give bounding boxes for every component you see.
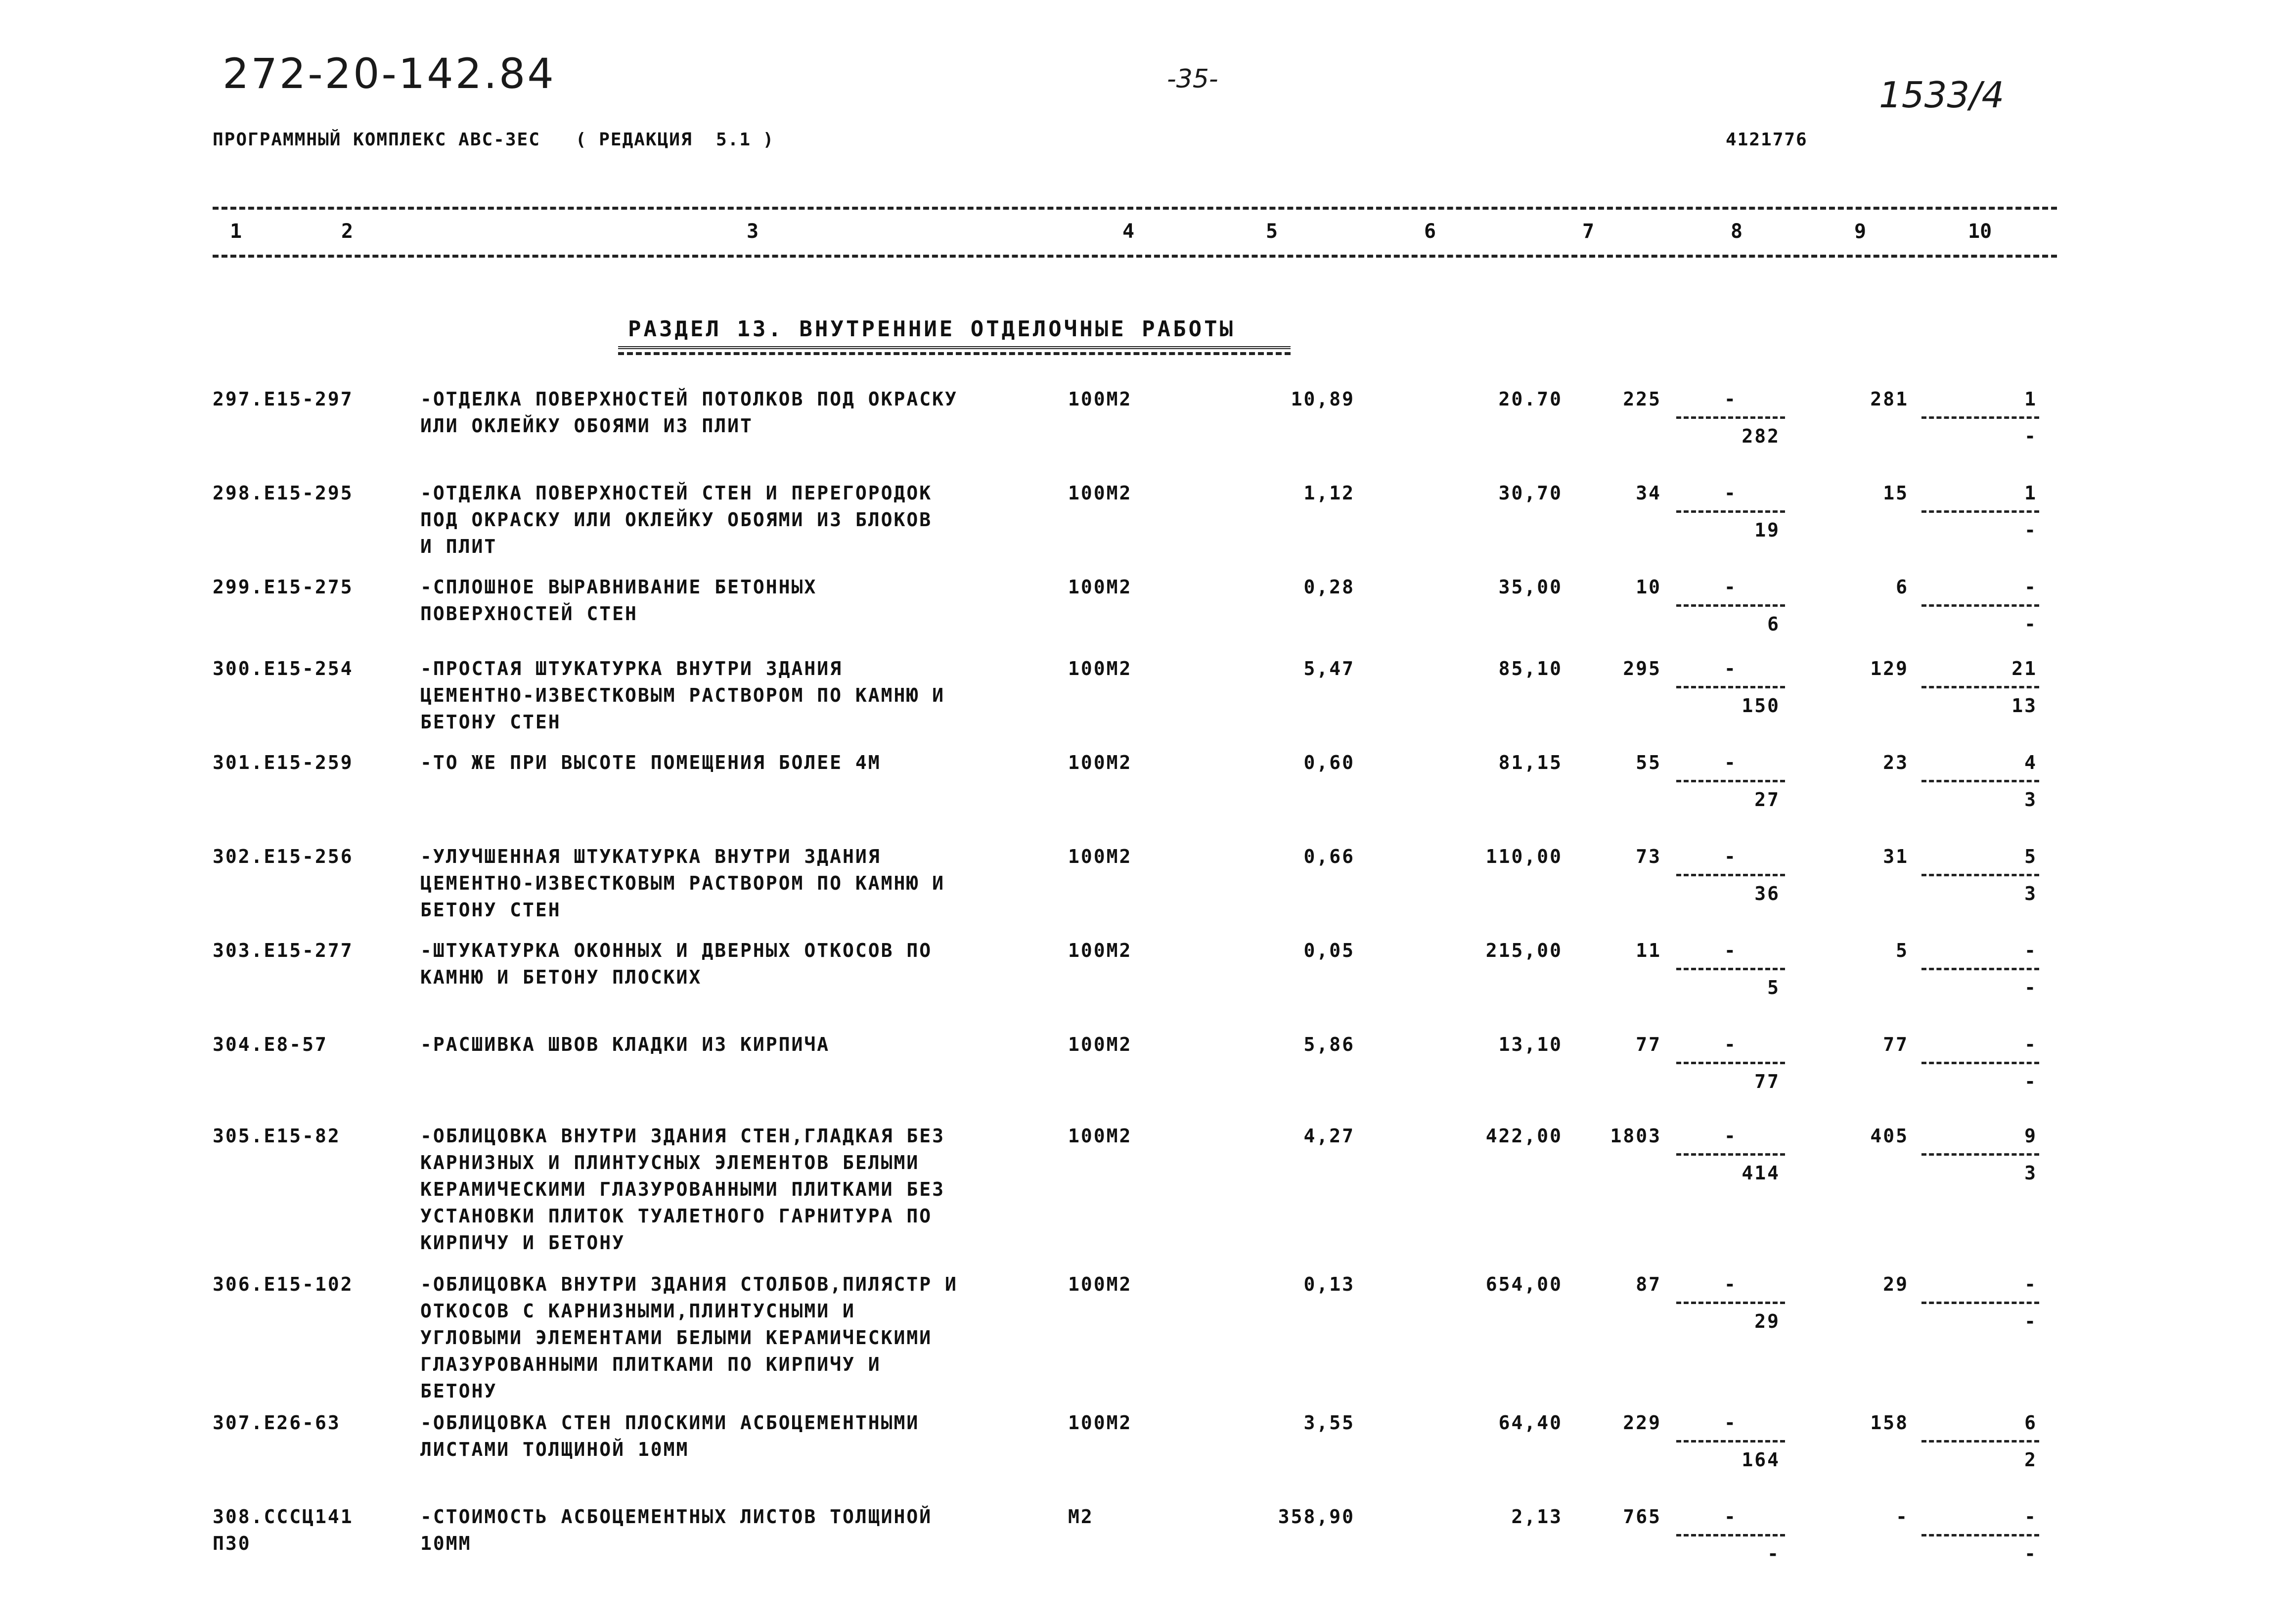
row-description: -ШТУКАТУРКА ОКОННЫХ И ДВЕРНЫХ ОТКОСОВ ПО КАМНЮ И БЕТОНУ ПЛОСКИХ: [420, 940, 933, 988]
row-fraction-10: [1919, 1409, 2042, 1473]
header-top-rule: [213, 207, 2057, 210]
row-col9: 29: [1883, 1273, 1909, 1295]
fraction-top: -: [1724, 1412, 1737, 1434]
row-unit: 100М2: [1068, 940, 1132, 961]
fraction-bottom: 164: [1742, 1449, 1780, 1471]
row-quantity: 3,55: [1303, 1412, 1355, 1434]
col-num-2: 2: [341, 220, 354, 243]
row-fraction-10: [1919, 843, 2042, 907]
fraction-bar: [1921, 780, 2039, 782]
row-fraction-8: [1671, 749, 1790, 813]
row-unit: 100М2: [1068, 1125, 1132, 1147]
row-description: -РАСШИВКА ШВОВ КЛАДКИ ИЗ КИРПИЧА: [420, 1034, 830, 1055]
fraction-top: 6: [2024, 1412, 2037, 1434]
row-fraction-10: [1919, 386, 2042, 450]
fraction-bar: [1921, 1302, 2039, 1304]
row-total: 765: [1623, 1506, 1661, 1528]
row-code: 299.Е15-275: [213, 576, 354, 598]
row-description: -ОТДЕЛКА ПОВЕРХНОСТЕЙ СТЕН И ПЕРЕГОРОДОК ПОД ОКРАСКУ ИЛИ ОКЛЕЙКУ ОБОЯМИ ИЗ БЛОКОВ И ПЛИТ: [420, 482, 933, 557]
fraction-bar: [1921, 874, 2039, 876]
row-col9: 23: [1883, 752, 1909, 773]
fraction-bottom: 19: [1754, 519, 1780, 541]
row-quantity: 5,47: [1303, 658, 1355, 679]
col-num-9: 9: [1854, 220, 1867, 243]
row-code: 301.Е15-259: [213, 752, 354, 773]
row-quantity: 0,28: [1303, 576, 1355, 598]
fraction-top: -: [2024, 1506, 2037, 1528]
fraction-bar: [1676, 1153, 1785, 1156]
row-total: 10: [1636, 576, 1661, 598]
row-total: 34: [1636, 482, 1661, 504]
fraction-bar: [1676, 1062, 1785, 1064]
row-fraction-10: [1919, 1503, 2042, 1567]
row-unit: 100М2: [1068, 482, 1132, 504]
row-quantity: 5,86: [1303, 1034, 1355, 1055]
fraction-top: -: [1724, 482, 1737, 504]
fraction-bottom: 3: [2024, 789, 2037, 811]
row-col9: 281: [1870, 388, 1909, 410]
fraction-bar: [1921, 686, 2039, 688]
fraction-bar: [1676, 1534, 1785, 1536]
fraction-bottom: 5: [1767, 977, 1780, 998]
row-unit: 100М2: [1068, 846, 1132, 867]
row-col9: 158: [1870, 1412, 1909, 1434]
row-col9: 405: [1870, 1125, 1909, 1147]
row-code: 306.Е15-102: [213, 1273, 354, 1295]
fraction-bottom: 2: [2024, 1449, 2037, 1471]
page-number: -35-: [1167, 64, 1218, 94]
fraction-bar: [1921, 1062, 2039, 1064]
fraction-bottom: 36: [1754, 883, 1780, 904]
row-unit-price: 35,00: [1498, 576, 1563, 598]
row-unit: 100М2: [1068, 658, 1132, 679]
fraction-top: -: [1724, 1125, 1737, 1147]
row-unit-price: 30,70: [1498, 482, 1563, 504]
row-unit: 100М2: [1068, 1412, 1132, 1434]
col-num-6: 6: [1424, 220, 1436, 243]
row-unit: 100М2: [1068, 1273, 1132, 1295]
row-col9: 5: [1896, 940, 1909, 961]
row-fraction-10: [1919, 655, 2042, 719]
fraction-top: -: [1724, 388, 1737, 410]
fraction-bar: [1676, 510, 1785, 513]
col-num-8: 8: [1731, 220, 1743, 243]
fraction-top: -: [2024, 940, 2037, 961]
fraction-top: -: [2024, 1034, 2037, 1055]
row-total: 87: [1636, 1273, 1661, 1295]
fraction-bottom: 29: [1754, 1310, 1780, 1332]
row-unit-price: 64,40: [1498, 1412, 1563, 1434]
fraction-bottom: -: [2024, 1310, 2037, 1332]
handwritten-reference: 1533/4: [1879, 74, 2005, 116]
fraction-bar: [1676, 968, 1785, 970]
row-col9: 129: [1870, 658, 1909, 679]
col-num-4: 4: [1122, 220, 1135, 243]
row-unit: 100М2: [1068, 388, 1132, 410]
fraction-bottom: 3: [2024, 1162, 2037, 1184]
row-unit-price: 2,13: [1511, 1506, 1563, 1528]
fraction-bottom: 414: [1742, 1162, 1780, 1184]
row-fraction-10: [1919, 480, 2042, 543]
fraction-bottom: 13: [2011, 695, 2037, 717]
fraction-bottom: -: [2024, 519, 2037, 541]
row-fraction-10: [1919, 1123, 2042, 1186]
fraction-top: -: [1724, 940, 1737, 961]
fraction-bar: [1921, 1153, 2039, 1156]
col-num-3: 3: [747, 220, 759, 243]
row-col9: 31: [1883, 846, 1909, 867]
row-unit-price: 13,10: [1498, 1034, 1563, 1055]
fraction-bottom: 3: [2024, 883, 2037, 904]
fraction-bottom: 77: [1754, 1071, 1780, 1092]
row-code: 300.Е15-254: [213, 658, 354, 679]
fraction-top: -: [1724, 1273, 1737, 1295]
fraction-top: -: [1724, 1034, 1737, 1055]
row-unit-price: 654,00: [1485, 1273, 1563, 1295]
program-line: ПРОГРАММНЫЙ КОМПЛЕКС АВС-3ЕС ( РЕДАКЦИЯ 5.1 ): [213, 130, 775, 150]
fraction-bottom: 27: [1754, 789, 1780, 811]
col-num-7: 7: [1582, 220, 1595, 243]
section-title: РАЗДЕЛ 13. ВНУТРЕННИЕ ОТДЕЛОЧНЫЕ РАБОТЫ: [628, 316, 1236, 342]
row-fraction-8: [1671, 1503, 1790, 1567]
row-fraction-8: [1671, 1123, 1790, 1186]
row-quantity: 10,89: [1291, 388, 1355, 410]
row-unit-price: 422,00: [1485, 1125, 1563, 1147]
fraction-top: 1: [2024, 388, 2037, 410]
row-col9: 6: [1896, 576, 1909, 598]
row-code: 303.Е15-277: [213, 940, 354, 961]
row-col9: -: [1896, 1506, 1909, 1528]
row-fraction-10: [1919, 1031, 2042, 1095]
row-code: 302.Е15-256: [213, 846, 354, 867]
order-number: 4121776: [1726, 130, 1808, 150]
fraction-top: 21: [2011, 658, 2037, 679]
fraction-bar: [1676, 1302, 1785, 1304]
fraction-bar: [1921, 968, 2039, 970]
row-description: -ОТДЕЛКА ПОВЕРХНОСТЕЙ ПОТОЛКОВ ПОД ОКРАСКУ ИЛИ ОКЛЕЙКУ ОБОЯМИ ИЗ ПЛИТ: [420, 388, 958, 437]
row-fraction-10: [1919, 749, 2042, 813]
row-description: -СПЛОШНОЕ ВЫРАВНИВАНИЕ БЕТОННЫХ ПОВЕРХНОСТЕЙ СТЕН: [420, 576, 817, 625]
row-fraction-8: [1671, 386, 1790, 450]
col-num-10: 10: [1968, 220, 1992, 243]
row-fraction-8: [1671, 1031, 1790, 1095]
row-code: 297.Е15-297: [213, 388, 354, 410]
fraction-bottom: -: [1767, 1543, 1780, 1565]
fraction-bar: [1921, 416, 2039, 419]
fraction-bar: [1676, 874, 1785, 876]
fraction-bottom: -: [2024, 425, 2037, 447]
row-unit-price: 110,00: [1485, 846, 1563, 867]
row-fraction-8: [1671, 1409, 1790, 1473]
row-quantity: 0,60: [1303, 752, 1355, 773]
row-unit: 100М2: [1068, 1034, 1132, 1055]
fraction-bar: [1676, 780, 1785, 782]
row-quantity: 0,66: [1303, 846, 1355, 867]
fraction-top: -: [1724, 658, 1737, 679]
fraction-bottom: -: [2024, 613, 2037, 635]
row-fraction-8: [1671, 480, 1790, 543]
row-code: 307.Е26-63: [213, 1412, 341, 1434]
row-unit: М2: [1068, 1506, 1094, 1528]
row-total: 77: [1636, 1034, 1661, 1055]
fraction-top: 5: [2024, 846, 2037, 867]
row-fraction-8: [1671, 1271, 1790, 1335]
row-unit-price: 20.70: [1498, 388, 1563, 410]
row-unit-price: 85,10: [1498, 658, 1563, 679]
row-total: 55: [1636, 752, 1661, 773]
row-quantity: 358,90: [1278, 1506, 1355, 1528]
fraction-top: -: [1724, 752, 1737, 773]
header-bottom-rule: [213, 255, 2057, 258]
col-num-5: 5: [1266, 220, 1278, 243]
fraction-top: -: [1724, 576, 1737, 598]
fraction-top: -: [2024, 576, 2037, 598]
row-total: 295: [1623, 658, 1661, 679]
fraction-top: -: [1724, 846, 1737, 867]
fraction-bar: [1921, 604, 2039, 607]
row-total: 11: [1636, 940, 1661, 961]
row-unit: 100М2: [1068, 752, 1132, 773]
row-description: -СТОИМОСТЬ АСБОЦЕМЕНТНЫХ ЛИСТОВ ТОЛЩИНОЙ 10ММ: [420, 1506, 933, 1554]
fraction-bar: [1676, 604, 1785, 607]
row-quantity: 0,05: [1303, 940, 1355, 961]
fraction-top: 4: [2024, 752, 2037, 773]
fraction-top: 9: [2024, 1125, 2037, 1147]
row-fraction-10: [1919, 1271, 2042, 1335]
fraction-bottom: 6: [1767, 613, 1780, 635]
row-description: -ОБЛИЦОВКА ВНУТРИ ЗДАНИЯ СТОЛБОВ,ПИЛЯСТР И ОТКОСОВ С КАРНИЗНЫМИ,ПЛИНТУСНЫМИ И УГЛОВЫМИ ЭЛЕМЕНТАМИ БЕЛЫМИ КЕРАМИЧЕСКИМИ ГЛАЗУРОВАННЫМИ ПЛИТКАМИ ПО КИРПИЧУ И БЕТОНУ: [420, 1273, 958, 1402]
fraction-bar: [1921, 1534, 2039, 1536]
row-quantity: 4,27: [1303, 1125, 1355, 1147]
row-quantity: 0,13: [1303, 1273, 1355, 1295]
row-code: 308.СССЦ141 П30: [213, 1506, 354, 1554]
fraction-top: -: [1724, 1506, 1737, 1528]
document-code: 272-20-142.84: [223, 49, 556, 98]
col-num-1: 1: [230, 220, 242, 243]
fraction-top: -: [2024, 1273, 2037, 1295]
row-description: -ПРОСТАЯ ШТУКАТУРКА ВНУТРИ ЗДАНИЯ ЦЕМЕНТНО-ИЗВЕСТКОВЫМ РАСТВОРОМ ПО КАМНЮ И БЕТОНУ СТЕН: [420, 658, 945, 733]
row-total: 73: [1636, 846, 1661, 867]
row-description: -ОБЛИЦОВКА ВНУТРИ ЗДАНИЯ СТЕН,ГЛАДКАЯ БЕЗ КАРНИЗНЫХ И ПЛИНТУСНЫХ ЭЛЕМЕНТОВ БЕЛЫМИ КЕРАМИЧЕСКИМИ ГЛАЗУРОВАННЫМИ ПЛИТКАМИ БЕЗ УСТАНОВКИ ПЛИТОК ТУАЛЕТНОГО ГАРНИТУРА ПО КИРПИЧУ И БЕТОНУ: [420, 1125, 945, 1254]
fraction-bottom: -: [2024, 977, 2037, 998]
fraction-bottom: 150: [1742, 695, 1780, 717]
fraction-bottom: 282: [1742, 425, 1780, 447]
section-underline: [618, 346, 1291, 355]
row-code: 298.Е15-295: [213, 482, 354, 504]
fraction-bar: [1921, 1440, 2039, 1443]
fraction-bottom: -: [2024, 1071, 2037, 1092]
row-quantity: 1,12: [1303, 482, 1355, 504]
fraction-bar: [1676, 686, 1785, 688]
row-total: 1803: [1610, 1125, 1661, 1147]
row-description: -ТО ЖЕ ПРИ ВЫСОТЕ ПОМЕЩЕНИЯ БОЛЕЕ 4М: [420, 752, 881, 773]
row-fraction-8: [1671, 843, 1790, 907]
row-total: 225: [1623, 388, 1661, 410]
fraction-bar: [1676, 1440, 1785, 1443]
fraction-bar: [1921, 510, 2039, 513]
row-code: 305.Е15-82: [213, 1125, 341, 1147]
row-fraction-8: [1671, 937, 1790, 1001]
fraction-top: 1: [2024, 482, 2037, 504]
row-code: 304.Е8-57: [213, 1034, 328, 1055]
row-fraction-8: [1671, 574, 1790, 637]
row-unit: 100М2: [1068, 576, 1132, 598]
row-total: 229: [1623, 1412, 1661, 1434]
row-unit-price: 81,15: [1498, 752, 1563, 773]
row-description: -УЛУЧШЕННАЯ ШТУКАТУРКА ВНУТРИ ЗДАНИЯ ЦЕМЕНТНО-ИЗВЕСТКОВЫМ РАСТВОРОМ ПО КАМНЮ И БЕТОНУ СТЕН: [420, 846, 945, 921]
row-fraction-10: [1919, 574, 2042, 637]
row-unit-price: 215,00: [1485, 940, 1563, 961]
row-col9: 77: [1883, 1034, 1909, 1055]
row-description: -ОБЛИЦОВКА СТЕН ПЛОСКИМИ АСБОЦЕМЕНТНЫМИ ЛИСТАМИ ТОЛЩИНОЙ 10ММ: [420, 1412, 920, 1460]
row-col9: 15: [1883, 482, 1909, 504]
fraction-bar: [1676, 416, 1785, 419]
row-fraction-8: [1671, 655, 1790, 719]
row-fraction-10: [1919, 937, 2042, 1001]
fraction-bottom: -: [2024, 1543, 2037, 1565]
